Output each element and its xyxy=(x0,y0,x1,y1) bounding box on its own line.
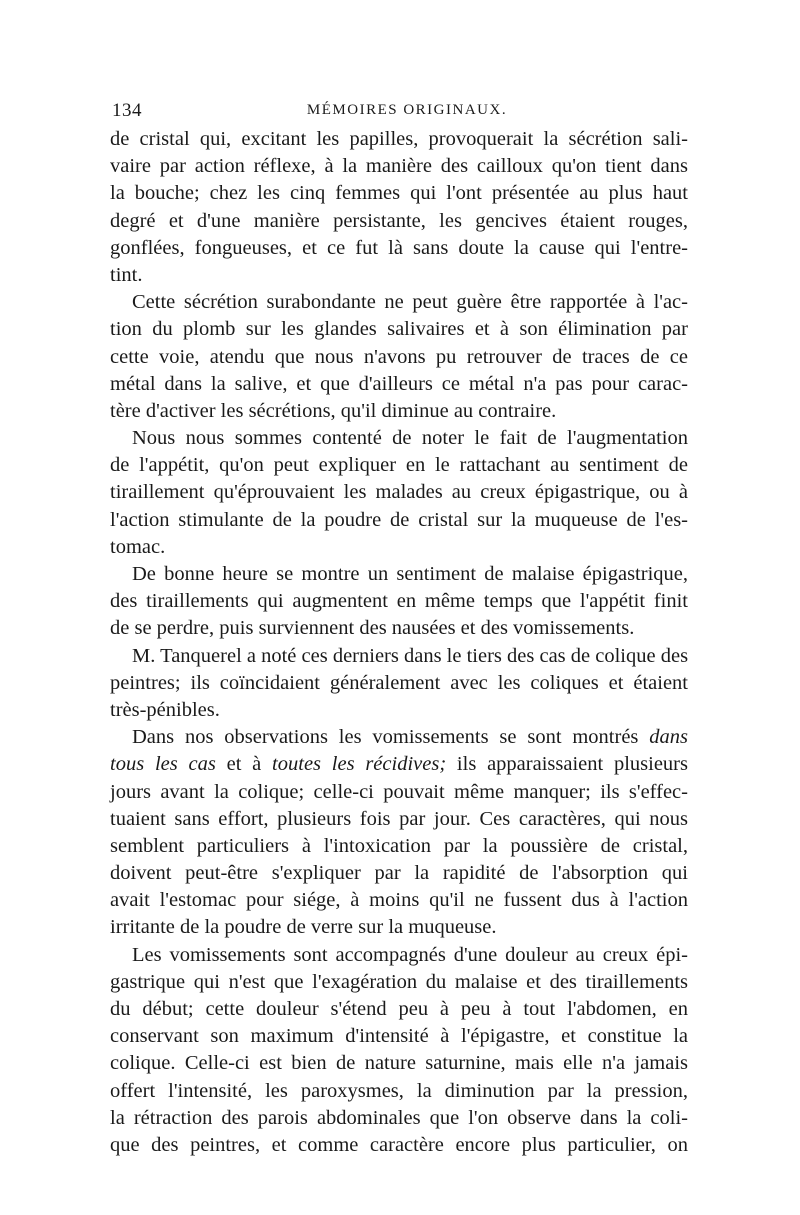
text-line: tuaient sans effort, plusieurs fois par jour. Ces caractères, qui nous xyxy=(110,807,688,830)
italic-text: toutes les récidives; xyxy=(272,753,447,776)
text-line: conservant son maximum d'intensité à l'épigastre, et constitue la xyxy=(110,1025,688,1048)
text-line: jours avant la colique; celle-ci pouvait même manquer; ils s'effec- xyxy=(110,780,688,803)
text-line: irritante de la poudre de verre sur la muqueuse. xyxy=(110,916,497,939)
text-line: l'action stimulante de la poudre de cristal sur la muqueuse de l'es- xyxy=(110,508,688,531)
text-line xyxy=(110,751,688,778)
text-line: la bouche; chez les cinq femmes qui l'ont présentée au plus haut xyxy=(110,182,688,205)
text-line: très-pénibles. xyxy=(110,698,220,721)
text-line: gonflées, fongueuses, et ce fut là sans doute la cause qui l'entre- xyxy=(110,236,688,259)
text-run: ils apparaissaient plusieurs xyxy=(446,753,688,776)
text-run: Dans nos observations les vomissements se sont montrés xyxy=(132,726,650,749)
text-run: et à xyxy=(215,753,273,776)
paragraph-start: Les vomissements sont accompagnés d'une douleur au creux épi- xyxy=(132,943,688,966)
text-line: offert l'intensité, les paroxysmes, la diminution par la pression, xyxy=(110,1079,688,1102)
text-line: des tiraillements qui augmentent en même temps que l'appétit finit xyxy=(110,590,688,613)
text-line: colique. Celle-ci est bien de nature saturnine, mais elle n'a jamais xyxy=(110,1052,688,1075)
body-text xyxy=(110,126,688,1159)
text-line: tion du plomb sur les glandes salivaires et à son élimination par xyxy=(110,318,688,341)
paragraph-start: M. Tanquerel a noté ces derniers dans le tiers des cas de colique des xyxy=(132,644,689,667)
text-line: tère d'activer les sécrétions, qu'il diminue au contraire. xyxy=(110,399,557,422)
text-line: tint. xyxy=(110,263,143,286)
text-line: tomac. xyxy=(110,535,166,558)
paragraph-start xyxy=(110,724,688,751)
text-line: métal dans la salive, et que d'ailleurs ce métal n'a pas pour carac- xyxy=(110,372,688,395)
running-head: MÉMOIRES ORIGINAUX. xyxy=(306,102,508,118)
paragraph-start: Cette sécrétion surabondante ne peut guère être rapportée à l'ac- xyxy=(132,291,688,314)
paragraph-start: De bonne heure se montre un sentiment de malaise épigastrique, xyxy=(132,563,688,585)
text-line: avait l'estomac pour siége, à moins qu'il ne fussent dus à l'action xyxy=(110,889,688,912)
text-line: de cristal qui, excitant les papilles, provoquerait la sécrétion sali- xyxy=(110,128,688,150)
text-line: du début; cette douleur s'étend peu à peu à tout l'abdomen, en xyxy=(110,998,688,1020)
italic-text: tous les cas xyxy=(110,753,216,776)
text-line: gastrique qui n'est que l'exagération du malaise et des tiraillements xyxy=(110,970,688,993)
text-line: la rétraction des parois abdominales que l'on observe dans la coli- xyxy=(110,1106,688,1129)
page-header xyxy=(112,100,702,124)
text-line: peintres; ils coïncidaient généralement avec les coliques et étaient xyxy=(110,671,688,694)
italic-text: dans xyxy=(649,726,688,749)
page-number: 134 xyxy=(112,100,142,121)
text-line: de l'appétit, qu'on peut expliquer en le rattachant au sentiment de xyxy=(110,454,688,477)
text-line: que des peintres, et comme caractère encore plus particulier, on xyxy=(110,1133,688,1156)
paragraph-start: Nous nous sommes contenté de noter le fait de l'augmentation xyxy=(132,427,688,450)
text-line: tiraillement qu'éprouvaient les malades au creux épigastrique, ou à xyxy=(110,481,688,504)
text-line: degré et d'une manière persistante, les gencives étaient rouges, xyxy=(110,209,688,232)
text-line: vaire par action réflexe, à la manière des cailloux qu'on tient dans xyxy=(110,155,688,178)
text-line: doivent peut-être s'expliquer par la rapidité de l'absorption qui xyxy=(110,862,688,885)
text-line: de se perdre, puis surviennent des nausées et des vomissements. xyxy=(110,617,635,640)
text-line: cette voie, atendu que nous n'avons pu retrouver de traces de ce xyxy=(110,345,688,368)
text-line: semblent particuliers à l'intoxication par la poussière de cristal, xyxy=(110,834,688,857)
